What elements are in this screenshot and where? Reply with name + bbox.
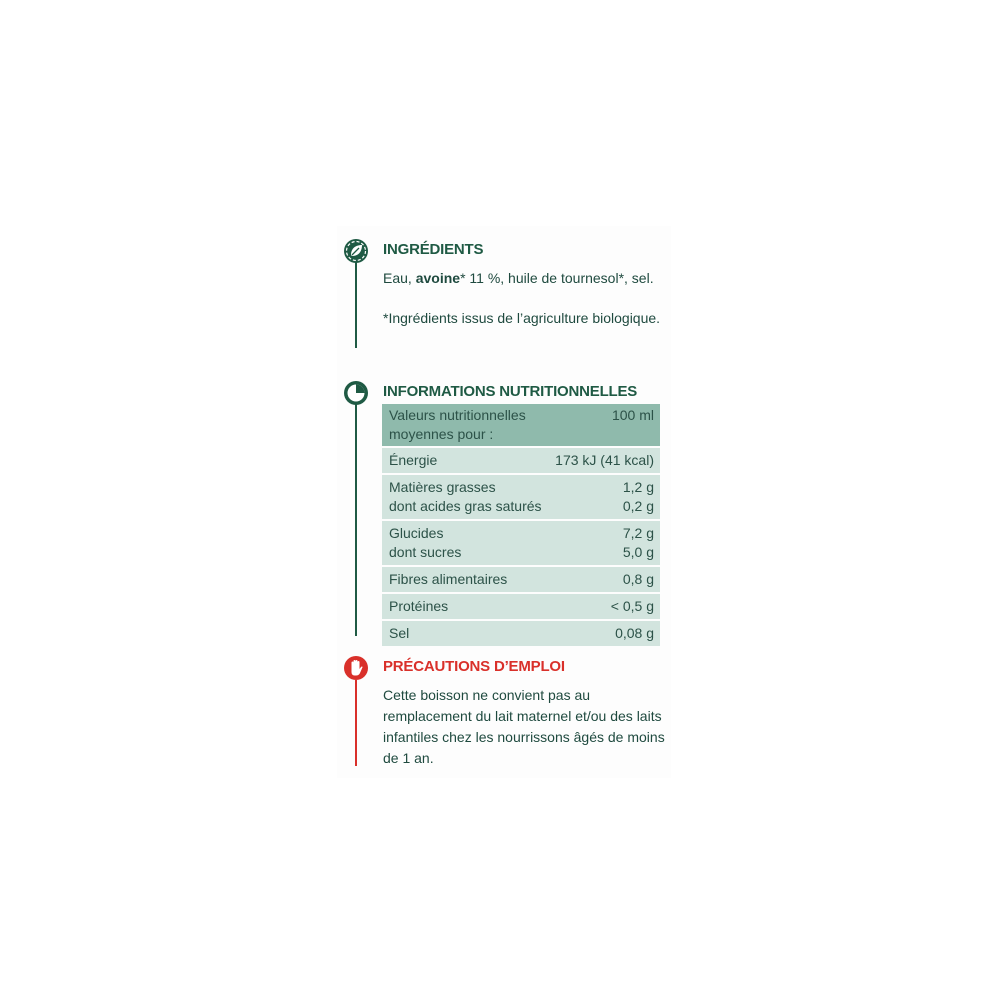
ingredients-title: INGRÉDIENTS bbox=[383, 241, 484, 258]
leaf-icon bbox=[343, 238, 369, 264]
row-sub-value: 0,2 g bbox=[622, 498, 654, 514]
table-row bbox=[382, 519, 660, 565]
precautions-text: Cette boisson ne convient pas au remplacement du lait maternel et/ou des laits infantiles chez les nourrissons âgés de moins de 1 an. bbox=[383, 687, 665, 766]
hand-icon bbox=[343, 655, 369, 681]
row-label: Sel bbox=[389, 625, 410, 641]
header-value: 100 ml bbox=[611, 407, 654, 423]
table-row bbox=[382, 619, 660, 646]
clock-icon bbox=[343, 380, 369, 406]
nutrition-timeline-line bbox=[355, 404, 357, 636]
precautions-timeline-line bbox=[355, 680, 357, 766]
row-sub-value: 5,0 g bbox=[622, 544, 654, 560]
row-label: Énergie bbox=[389, 452, 438, 468]
table-row bbox=[382, 565, 660, 592]
table-row bbox=[382, 473, 660, 519]
row-label: Matières grasses bbox=[389, 479, 496, 495]
row-value: 173 kJ (41 kcal) bbox=[555, 452, 654, 468]
row-value: 0,8 g bbox=[622, 571, 654, 587]
row-value: 1,2 g bbox=[622, 479, 654, 495]
header-label-line1: Valeurs nutritionnelles bbox=[389, 407, 526, 423]
row-label: Protéines bbox=[389, 598, 449, 614]
ingredients-timeline-line bbox=[355, 262, 357, 348]
table-row bbox=[382, 446, 660, 473]
ingredients-bold-oat: avoine bbox=[415, 270, 461, 286]
row-sub-label: dont sucres bbox=[389, 544, 462, 560]
row-value: 0,08 g bbox=[615, 625, 654, 641]
row-sub-label: dont acides gras saturés bbox=[389, 498, 542, 514]
header-label-line2: moyennes pour : bbox=[389, 426, 494, 442]
table-row bbox=[382, 592, 660, 619]
row-label: Fibres alimentaires bbox=[389, 571, 508, 587]
nutrition-title: INFORMATIONS NUTRITIONNELLES bbox=[383, 383, 638, 400]
nutrition-table-header bbox=[382, 404, 660, 446]
precautions-title: PRÉCAUTIONS D’EMPLOI bbox=[383, 658, 565, 675]
nutrition-table bbox=[382, 404, 660, 646]
ingredients-prefix: Eau, bbox=[383, 270, 416, 286]
ingredients-suffix: * 11 %, huile de tournesol*, sel. bbox=[460, 270, 654, 286]
ingredients-organic-note: *Ingrédients issus de l’agriculture biologique. bbox=[383, 310, 661, 326]
row-value: < 0,5 g bbox=[610, 598, 654, 614]
row-value: 7,2 g bbox=[622, 525, 654, 541]
ingredients-text bbox=[383, 268, 673, 288]
row-label: Glucides bbox=[389, 525, 444, 541]
